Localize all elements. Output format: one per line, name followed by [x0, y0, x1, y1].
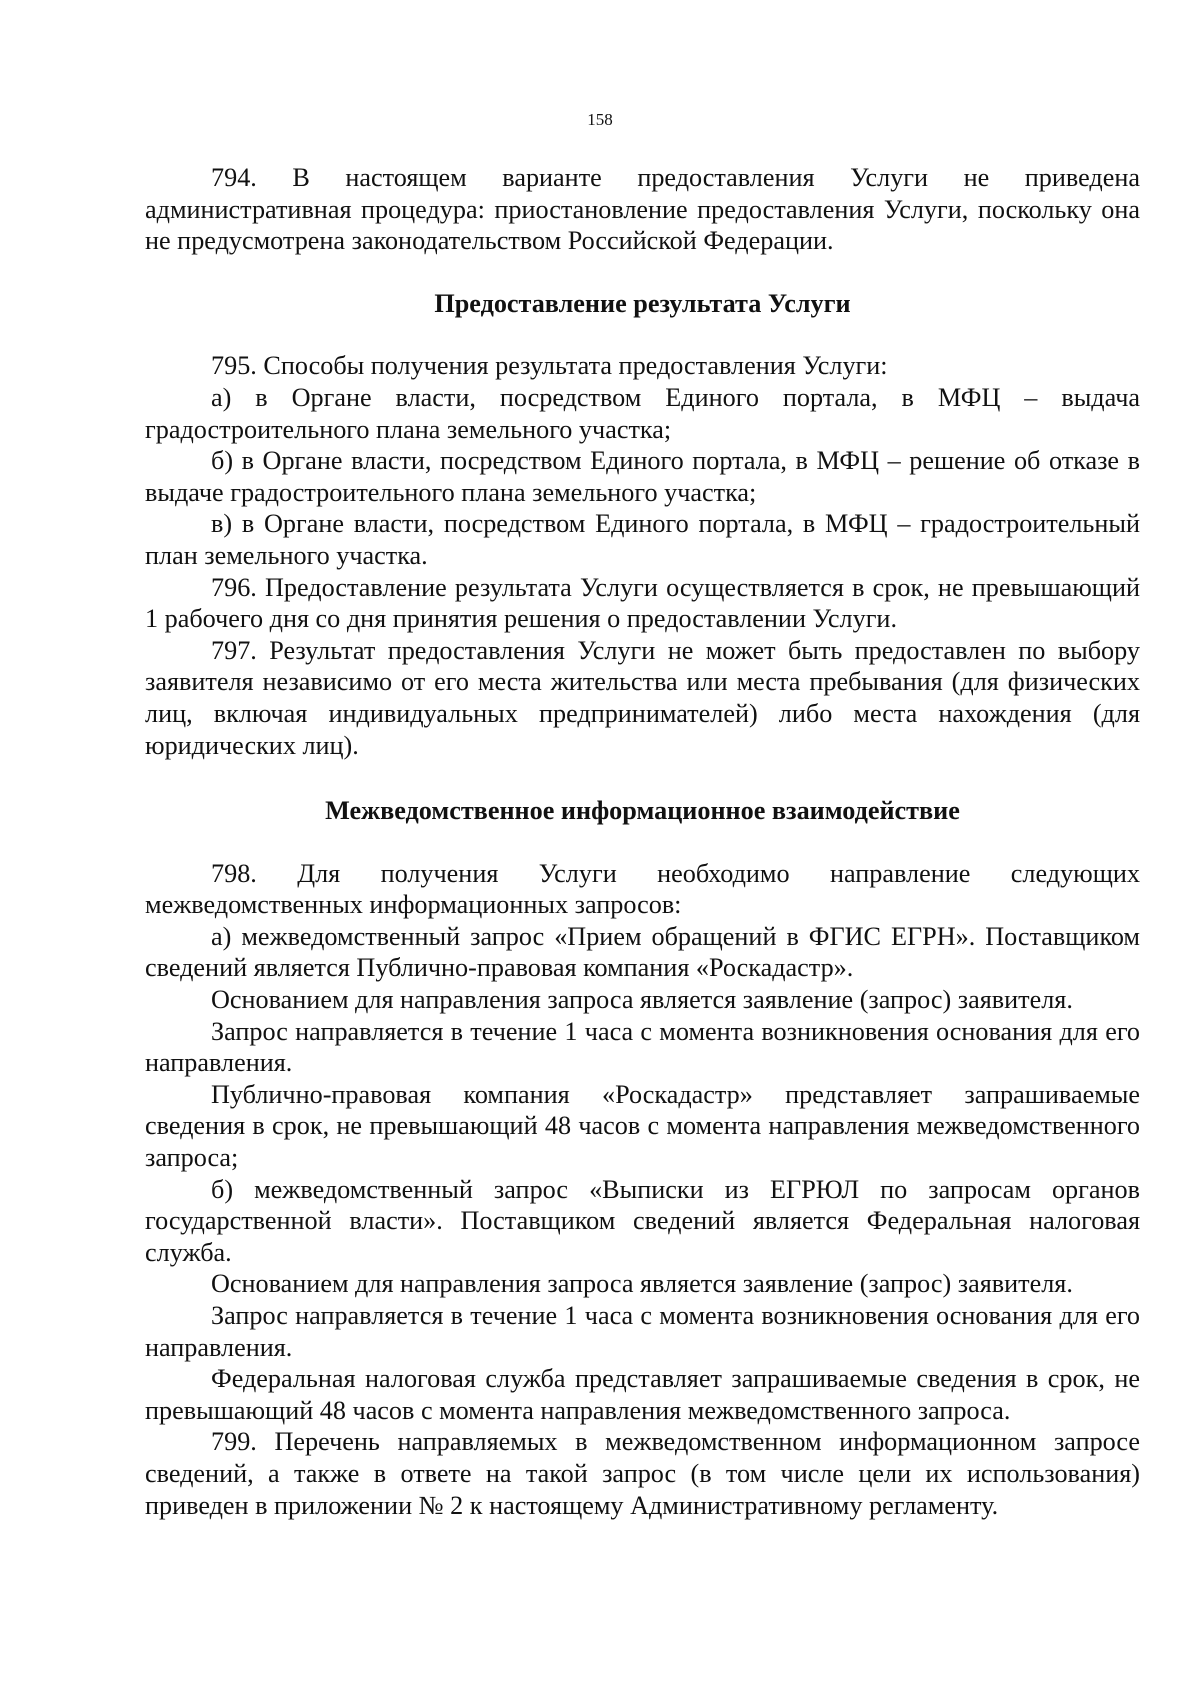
paragraph-798-a-basis: Основанием для направления запроса является заявление (запрос) заявителя.: [211, 985, 1073, 1015]
paragraph-798-b-timing: Запрос направляется в течение 1 часа с момента возникновения основания для его направления.: [145, 1301, 1140, 1362]
paragraph-798-b: б) межведомственный запрос «Выписки из ЕГРЮЛ по запросам органов государственной власти». Поставщиком сведений является Федеральная налоговая служба.: [145, 1174, 1140, 1267]
paragraph-799: 799. Перечень направляемых в межведомственном информационном запросе сведений, а также в ответе на такой запрос (в том числе цели их использования) приведен в приложении № 2 к настоящему Административному регламенту.: [145, 1427, 1140, 1520]
paragraph-795-b: б) в Органе власти, посредством Единого портала, в МФЦ – решение об отказе в выдаче градостроительного плана земельного участка;: [145, 446, 1140, 507]
paragraph-795: 795. Способы получения результата предоставления Услуги:: [211, 351, 888, 381]
paragraph-798-a-timing: Запрос направляется в течение 1 часа с момента возникновения основания для его направления.: [145, 1016, 1140, 1078]
paragraph-798-a-provider: Публично-правовая компания «Роскадастр» представляет запрашиваемые сведения в срок, не превышающий 48 часов с момента направления межведомственного запроса;: [145, 1079, 1140, 1173]
paragraph-798-a: а) межведомственный запрос «Прием обращений в ФГИС ЕГРН». Поставщиком сведений является Публично-правовая компания «Роскадастр».: [145, 921, 1140, 983]
paragraph-794: 794. В настоящем варианте предоставления Услуги не приведена административная процедура: приостановление предоставления Услуги, поскольку она не предусмотрена законодательством Российской Федерации.: [145, 163, 1140, 256]
paragraph-795-v: в) в Органе власти, посредством Единого портала, в МФЦ – градостроительный план земельного участка.: [145, 509, 1140, 570]
document-body: [145, 162, 1140, 1521]
section-heading-result: Предоставление результата Услуги: [434, 288, 851, 318]
paragraph-798-b-basis: Основанием для направления запроса является заявление (запрос) заявителя.: [211, 1269, 1073, 1299]
paragraph-796: 796. Предоставление результата Услуги осуществляется в срок, не превышающий 1 рабочего дня со дня принятия решения о предоставлении Услуги.: [145, 572, 1140, 634]
paragraph-798-b-provider: Федеральная налоговая служба представляет запрашиваемые сведения в срок, не превышающий 48 часов с момента направления межведомственного запроса.: [145, 1364, 1140, 1425]
section-heading-interagency: Межведомственное информационное взаимодействие: [325, 796, 960, 826]
paragraph-797: 797. Результат предоставления Услуги не может быть предоставлен по выбору заявителя независимо от его места жительства или места пребывания (для физических лиц, включая индивидуальных предпринимателей) либо места нахождения (для юридических лиц).: [145, 635, 1140, 760]
paragraph-798: 798. Для получения Услуги необходимо направление следующих межведомственных информационных запросов:: [145, 858, 1140, 920]
page-number: 158: [587, 110, 613, 129]
paragraph-795-a: а) в Органе власти, посредством Единого портала, в МФЦ – выдача градостроительного плана земельного участка;: [145, 382, 1140, 444]
